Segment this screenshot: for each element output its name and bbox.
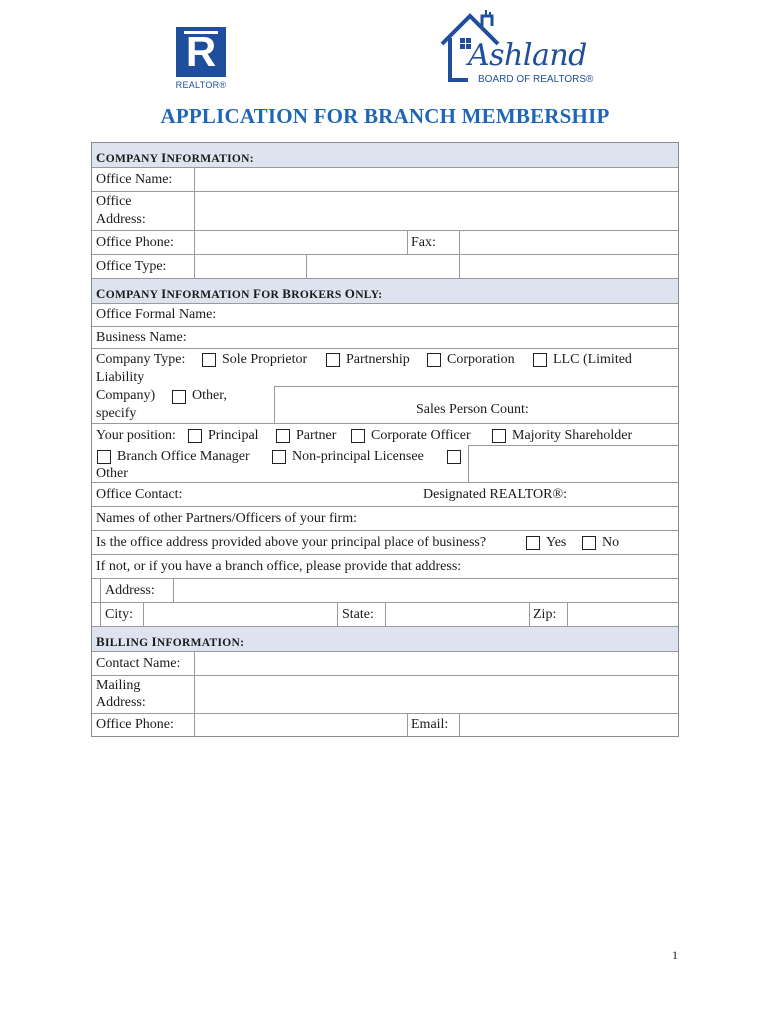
office-phone-label: Office Phone: — [96, 235, 174, 250]
realtor-r-letter: R — [185, 28, 217, 75]
row-office-formal-name[interactable] — [92, 304, 678, 327]
sales-person-count-cell[interactable] — [275, 387, 678, 423]
checkbox-partner[interactable] — [276, 429, 290, 443]
page-number: 1 — [672, 948, 678, 962]
row-office-address — [92, 192, 678, 231]
billing-contact-name-field[interactable] — [195, 652, 678, 675]
row-office-type — [92, 255, 678, 279]
llc-label: LLC (Limited — [553, 352, 632, 367]
mailing-address-label-2: Address: — [96, 695, 146, 710]
majority-shareholder-label: Majority Shareholder — [512, 428, 633, 443]
llc-label-line3: Company) — [96, 388, 156, 403]
billing-mailing-address-field[interactable] — [195, 676, 678, 713]
row-company-type — [92, 349, 678, 424]
other-label: Other, — [192, 388, 227, 403]
checkbox-majority-shareholder[interactable] — [492, 429, 506, 443]
office-type-field-1[interactable] — [195, 255, 306, 278]
section-header-company-info: COMPANY INFORMATION: — [92, 143, 678, 168]
office-type-field-2[interactable] — [307, 255, 459, 278]
ashland-subtitle: BOARD OF REALTORS® — [478, 74, 594, 85]
branch-prompt-label: If not, or if you have a branch office, please provide that address: — [96, 559, 462, 574]
billing-office-phone-field[interactable] — [195, 714, 407, 736]
membership-form — [91, 142, 679, 737]
checkbox-nonprincipal-licensee[interactable] — [272, 450, 286, 464]
office-contact-field[interactable] — [192, 483, 422, 506]
fax-field[interactable] — [460, 231, 678, 254]
branch-office-manager-label: Branch Office Manager — [117, 449, 250, 464]
llc-label-line2: Liability — [96, 370, 145, 385]
office-type-field-3[interactable] — [460, 255, 678, 278]
section-header-brokers-only: COMPANY INFORMATION FOR BROKERS ONLY: — [92, 279, 678, 304]
office-address-label-2: Address: — [96, 212, 146, 227]
row-office-phone — [92, 231, 678, 255]
no-label: No — [602, 535, 620, 550]
partnership-label: Partnership — [346, 352, 410, 367]
row-your-position — [92, 424, 678, 483]
branch-address-field[interactable] — [174, 579, 678, 602]
row-business-name[interactable] — [92, 327, 678, 349]
your-position-label: Your position: — [96, 428, 176, 443]
designated-realtor-field[interactable] — [582, 483, 678, 506]
ashland-logo — [438, 10, 598, 88]
business-name-label: Business Name: — [96, 330, 187, 345]
billing-contact-name-label: Contact Name: — [96, 656, 181, 671]
checkbox-partnership[interactable] — [326, 353, 340, 367]
row-branch-prompt — [92, 555, 678, 579]
zip-field[interactable] — [568, 603, 678, 626]
checkbox-no[interactable] — [582, 536, 596, 550]
realtor-r-block — [176, 27, 226, 77]
office-type-label: Office Type: — [96, 259, 167, 274]
office-contact-label: Office Contact: — [96, 487, 183, 502]
principal-question-label: Is the office address provided above your principal place of business? — [96, 535, 487, 550]
checkbox-llc[interactable] — [533, 353, 547, 367]
office-phone-field[interactable] — [195, 231, 407, 254]
checkbox-sole-proprietor[interactable] — [202, 353, 216, 367]
realtor-logo — [173, 27, 229, 90]
office-address-label-1: Office — [96, 194, 132, 209]
nonprincipal-licensee-label: Non-principal Licensee — [292, 449, 424, 464]
row-office-contact — [92, 483, 678, 507]
office-address-field[interactable] — [195, 192, 678, 230]
fax-label: Fax: — [411, 235, 436, 250]
mailing-address-label-1: Mailing — [96, 678, 141, 693]
checkbox-other[interactable] — [172, 390, 186, 404]
row-names-partners[interactable] — [92, 507, 678, 531]
principal-label: Principal — [208, 428, 259, 443]
branch-address-label: Address: — [105, 583, 155, 598]
other-position-label: Other — [96, 466, 128, 481]
row-branch-city-state-zip — [92, 603, 678, 627]
checkbox-corporate-officer[interactable] — [351, 429, 365, 443]
row-office-name — [92, 168, 678, 192]
row-billing-phone-email — [92, 714, 678, 736]
checkbox-branch-office-manager[interactable] — [97, 450, 111, 464]
ashland-name: Ashland — [468, 38, 587, 73]
page-title: APPLICATION FOR BRANCH MEMBERSHIP — [160, 104, 610, 128]
other-position-field[interactable] — [469, 445, 678, 482]
city-label: City: — [105, 607, 134, 622]
checkbox-yes[interactable] — [526, 536, 540, 550]
zip-label: Zip: — [533, 607, 557, 622]
sales-person-count-label: Sales Person Count: — [416, 402, 529, 417]
billing-email-field[interactable] — [460, 714, 678, 736]
other-specify-label: specify — [96, 406, 137, 421]
designated-realtor-label: Designated REALTOR®: — [423, 487, 568, 502]
checkbox-corporation[interactable] — [427, 353, 441, 367]
company-type-label: Company Type: — [96, 352, 186, 367]
office-formal-name-label: Office Formal Name: — [96, 307, 217, 322]
checkbox-principal[interactable] — [188, 429, 202, 443]
state-field[interactable] — [386, 603, 529, 626]
section-header-billing-info: BILLING INFORMATION: — [92, 627, 678, 652]
row-branch-address — [92, 579, 678, 603]
checkbox-other-position[interactable] — [447, 450, 461, 464]
city-field[interactable] — [144, 603, 337, 626]
billing-office-phone-label: Office Phone: — [96, 717, 174, 732]
office-name-field[interactable] — [195, 168, 678, 191]
billing-email-label: Email: — [411, 717, 449, 732]
yes-label: Yes — [546, 535, 567, 550]
row-billing-contact-name — [92, 652, 678, 676]
sole-proprietor-label: Sole Proprietor — [222, 352, 308, 367]
state-label: State: — [342, 607, 374, 622]
corporate-officer-label: Corporate Officer — [371, 428, 471, 443]
partner-label: Partner — [296, 428, 337, 443]
row-principal-question — [92, 531, 678, 555]
office-name-label: Office Name: — [96, 172, 173, 187]
row-billing-mailing-address — [92, 676, 678, 714]
corporation-label: Corporation — [447, 352, 515, 367]
names-partners-label: Names of other Partners/Officers of your firm: — [96, 511, 357, 526]
realtor-wordmark: REALTOR® — [175, 80, 227, 90]
